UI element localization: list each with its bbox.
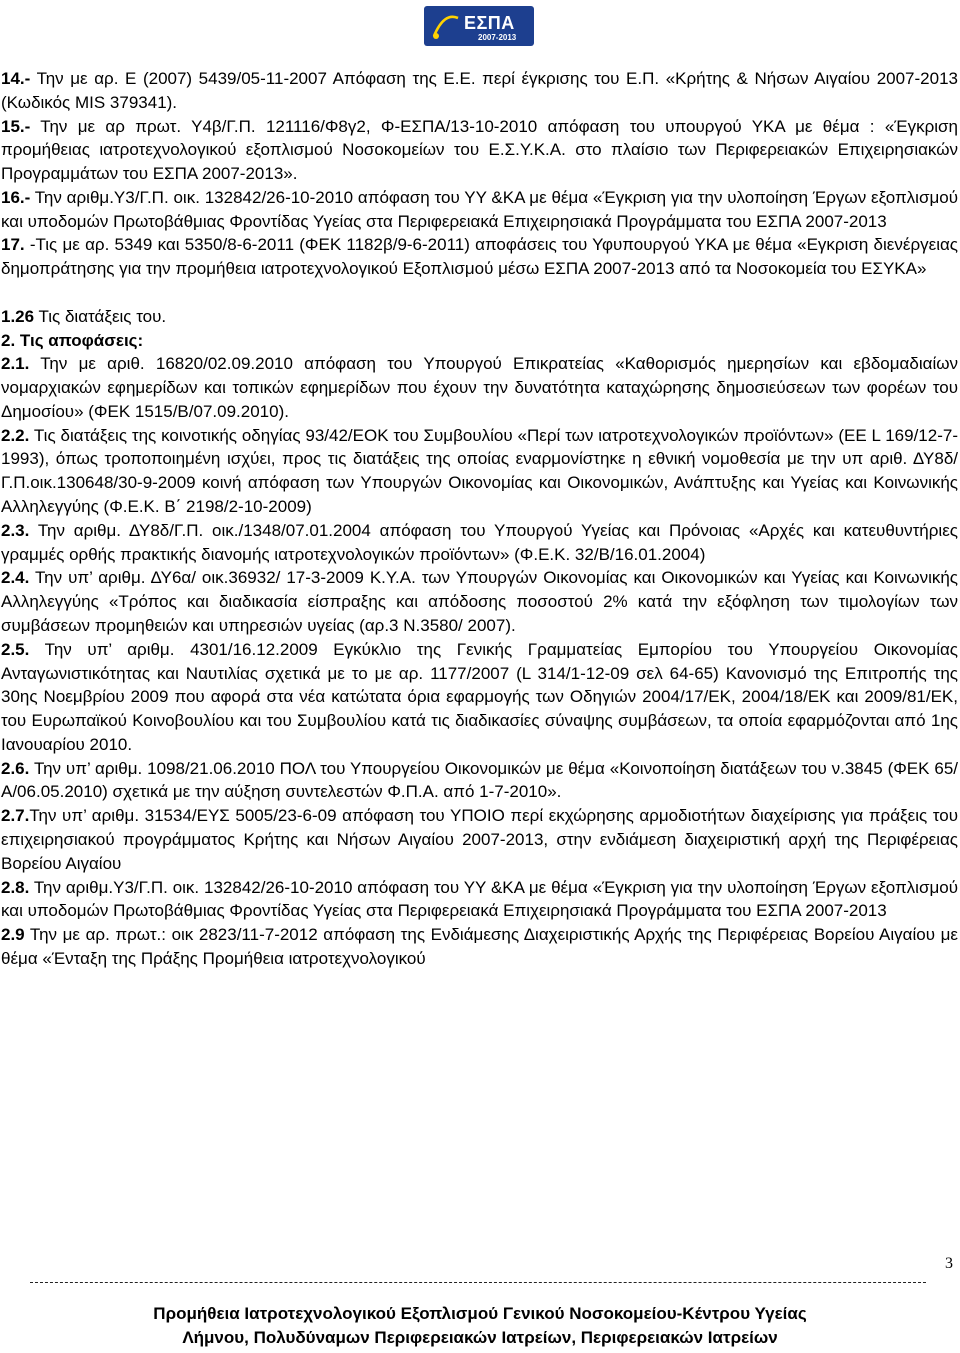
- paragraph-14: [1, 67, 958, 115]
- section-heading-decisions: [1, 329, 958, 353]
- paragraph-label: 2.6.: [1, 758, 30, 778]
- paragraph-label: 2.1.: [1, 354, 30, 374]
- page-footer: [0, 1302, 960, 1350]
- paragraph-label: 14.-: [1, 69, 31, 88]
- paragraph-label: 2.7.: [1, 806, 30, 826]
- footer-line-1: Προμήθεια Ιατροτεχνολογικού Εξοπλισμού Γενικού Νοσοκομείου-Κέντρου Υγείας: [153, 1304, 807, 1323]
- paragraph-text: Την αριθμ.Υ3/Γ.Π. οικ. 132842/26-10-2010 απόφαση του ΥΥ &ΚΑ με θέμα «Έγκριση για την υλοποίηση Έργων εξοπλισμού και υποδομών Πρωτοβάθμιας Φροντίδας Υγείας στα Περιφερειακά Επιχειρησιακά Προγράμματα του ΕΣΠΑ 2007-2013: [1, 187, 958, 231]
- paragraph-label: 15.-: [1, 116, 31, 136]
- paragraph-label: 17.: [1, 235, 25, 255]
- paragraph-label: 2.8.: [1, 877, 30, 897]
- paragraph-17: [1, 233, 958, 281]
- paragraph-text: Την με αριθ. 16820/02.09.2010 απόφαση του Υπουργού Επικρατείας «Καθορισμός ημερησίων και εβδομαδιαίων νομαρχιακών εφημερίδων και τοπικών εφημερίδων που έχουν την δυνατότητα καταχώρησης δημοσιεύσεων των φορέων του Δημοσίου» (ΦΕΚ 1515/Β/07.09.2010).: [1, 354, 958, 421]
- paragraph-label: 2.9: [1, 925, 25, 945]
- document-body: [1, 67, 958, 971]
- espa-logo-graphic: [424, 6, 534, 46]
- page-number: 3: [945, 1255, 953, 1272]
- paragraph-label: 16.-: [1, 187, 31, 207]
- paragraph-2-8: [1, 876, 958, 924]
- paragraph-label: 2.5.: [1, 639, 30, 659]
- paragraph-1-26: [1, 305, 958, 329]
- paragraph-2-9: [1, 923, 958, 971]
- paragraph-2-5: [1, 638, 958, 757]
- paragraph-text: Την αριθμ.Υ3/Γ.Π. οικ. 132842/26-10-2010 απόφαση του ΥΥ &ΚΑ με θέμα «Έγκριση για την υλοποίηση Έργων εξοπλισμού και υποδομών Πρωτοβάθμιας Φροντίδας Υγείας στα Περιφερειακά Επιχειρησιακά Προγράμματα του ΕΣΠΑ 2007-2013: [1, 877, 958, 921]
- paragraph-text: Την με αρ. πρωτ.: οικ 2823/11-7-2012 απόφαση της Ενδιάμεσης Διαχειριστικής Αρχής της Περιφέρειας Βορείου Αιγαίου με θέμα «Ένταξη της Πράξης Προμήθεια ιατροτεχνολογικού: [1, 925, 958, 968]
- paragraph-2-7: [1, 804, 958, 875]
- paragraph-text: Τις διατάξεις της κοινοτικής οδηγίας 93/42/ΕΟΚ του Συμβουλίου «Περί των ιατροτεχνολογικών προϊόντων» (ΕΕ L 169/12-7-1993), όπως τροποποιημένη ισχύει, προς τις διατάξεις της οποίας εναρμονίστηκε η εθνική νομοθεσία με την υπ αριθ. ΔΥ8δ/Γ.Π.οικ.130648/30-9-2009 κοινή απόφαση των Υπουργών Οικονομίας και Οικονομικών, Ανάπτυξης και Υγείας και Κοινωνικής Αλληλεγγύης (Φ.Ε.Κ. Β΄ 2198/2-10-2009): [1, 425, 958, 517]
- blank-line: [1, 281, 958, 305]
- paragraph-text: Την με αρ πρωτ. Υ4β/Γ.Π. 121116/Φ8γ2, Φ-ΕΣΠΑ/13-10-2010 απόφαση του υπουργού ΥΚΑ με θέμα : «Έγκριση προμήθειας ιατροτεχνολογικού εξοπλισμού Νοσοκομείων του Ε.Σ.Υ.Κ.Α. στο πλαίσιο των Περιφερειακών Επιχειρησιακών Προγραμμάτων του ΕΣΠΑ 2007-2013».: [1, 116, 958, 184]
- paragraph-label: 2.3.: [1, 520, 30, 540]
- footer-divider: [30, 1282, 926, 1283]
- paragraph-15: [1, 115, 958, 186]
- paragraph-text: -Τις με αρ. 5349 και 5350/8-6-2011 (ΦΕΚ 1182β/9-6-2011) αποφάσεις του Υφυπουργού ΥΚΑ με θέμα «Εγκριση διενέργειας δημοπράτησης για την προμήθεια ιατροτεχνολογικού Εξοπλισμού μέσω ΕΣΠΑ 2007-2013 από τα Νοσοκομεία του ΕΣΥΚΑ»: [1, 235, 958, 279]
- espa-logo-title: ΕΣΠΑ: [464, 13, 515, 33]
- paragraph-2-3: [1, 519, 958, 567]
- paragraph-2-6: [1, 757, 958, 805]
- paragraph-text: Την υπ’ αριθμ. 1098/21.06.2010 ΠΟΛ του Υπουργείου Οικονομικών με θέμα «Κοινοποίηση διατάξεων του ν.3845 (ΦΕΚ 65/Α/06.05.2010) σχετικά με την αύξηση συντελεστών Φ.Π.Α. από 1-7-2010».: [1, 758, 958, 802]
- paragraph-text: Την υπ’ αριθμ. ΔΥ6α/ οικ.36932/ 17-3-2009 Κ.Υ.Α. των Υπουργών Οικονομίας και Οικονομικών και Υγείας και Κοινωνικής Αλληλεγγύης «Τρόπος και διαδικασία είσπραξης και απόδοσης ποσοστού 2% κατά την εξόφληση των τιμολογίων των συμβάσεων προμηθειών και υπηρεσιών υγείας (αρ.3 Ν.3580/ 2007).: [1, 568, 958, 635]
- paragraph-2-4: [1, 566, 958, 637]
- footer-line-2: Λήμνου, Πολυδύναμων Περιφερειακών Ιατρείων, Περιφερειακών Ιατρείων: [182, 1328, 778, 1347]
- paragraph-text: Την υπ’ αριθμ. 4301/16.12.2009 Εγκύκλιο της Γενικής Γραμματείας Εμπορίου του Υπουργείου Οικονομίας Ανταγωνιστικότητας και Ναυτιλίας σχετικά με το με αρ. 1177/2007 (L 314/1-12-09 σελ 64-65) Κανονισμό της Επιτροπής της 30ης Νοεμβρίου 2009 που αφορά στα νέα κατώτατα όρια εφαρμογής των Οδηγιών 2004/17/ΕΚ, 2004/18/ΕΚ και 2009/81/ΕΚ, του Ευρωπαϊκού Κοινοβουλίου και του Συμβουλίου κατά τις διαδικασίες σύναψης συμβάσεων, τα οποία εφαρμόζονται από 1ης Ιανουαρίου 2010.: [1, 639, 958, 754]
- paragraph-label: 2.4.: [1, 568, 30, 588]
- paragraph-label: 1.26: [1, 306, 35, 326]
- espa-logo-years: 2007-2013: [478, 33, 517, 42]
- paragraph-2-1: [1, 352, 958, 423]
- espa-logo: [424, 6, 534, 46]
- paragraph-label: 2. Τις αποφάσεις:: [1, 330, 144, 350]
- paragraph-2-2: [1, 424, 958, 519]
- paragraph-text: Τις διατάξεις του.: [34, 306, 167, 326]
- paragraph-text: Την υπ’ αριθμ. 31534/ΕΥΣ 5005/23-6-09 απόφαση του ΥΠΟΙΟ περί εκχώρησης αρμοδιοτήτων διαχείρισης για πράξεις του επιχειρησιακού προγράμματος Κρήτης και Νήσων Αιγαίου 2007-2013, στην ενδιάμεση διαχειριστική αρχή της Περιφέρειας Βορείου Αιγαίου: [1, 806, 958, 873]
- paragraph-label: 2.2.: [1, 425, 30, 445]
- paragraph-text: Την με αρ. Ε (2007) 5439/05-11-2007 Απόφαση της Ε.Ε. περί έγκρισης του Ε.Π. «Κρήτης & Νήσων Αιγαίου 2007-2013 (Κωδικός MIS 379341).: [1, 69, 958, 112]
- paragraph-16: [1, 186, 958, 234]
- paragraph-text: Την αριθμ. ΔΥ8δ/Γ.Π. οικ./1348/07.01.2004 απόφαση του Υπουργού Υγείας και Πρόνοιας «Αρχές και κατευθυντήριες γραμμές ορθής πρακτικής διανομής ιατροτεχνολογικών προϊόντων» (Φ.Ε.Κ. 32/Β/16.01.2004): [1, 520, 958, 564]
